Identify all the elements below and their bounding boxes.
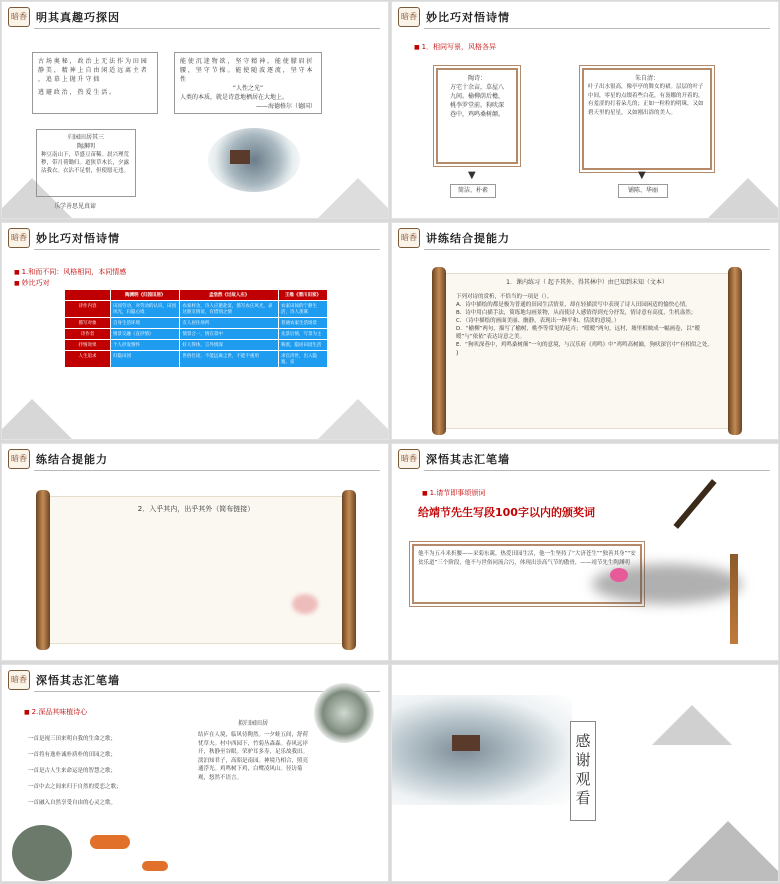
- section-bullet: ■ 妙比巧对: [14, 278, 50, 288]
- slide-7[interactable]: [1, 664, 389, 882]
- summary-line: 一首是视三田来明自我的生命之歌；: [28, 736, 117, 742]
- poem-author: 陶渊明: [76, 143, 95, 150]
- section-bullet: ■ 1.请节即事颂颁词: [422, 488, 485, 498]
- tao-style-tag: 简洁、朴素: [450, 184, 496, 198]
- table-cell: 情景合一，情在景中: [180, 329, 279, 340]
- zhu-text-frame: [582, 68, 712, 170]
- table-row-header: 人生追求: [65, 351, 111, 368]
- logo-seal: 暗香: [8, 449, 30, 469]
- zhu-style-tag: 铺陈、华丽: [618, 184, 668, 198]
- award-text: 他不为五斗米折腰——采菊东篱，热爱田园生活，他一生坚持了“大济苍生”“独善其身”“安贫乐道”三个阶段，他不与世俗同流合污，体现出崇高气节的傲骨，——靖节先生陶渊明: [418, 551, 636, 566]
- right-box-quote: “人性之光”: [232, 85, 264, 92]
- lotus-icon: [610, 568, 628, 582]
- poem-title: 归园田居其三: [67, 134, 104, 141]
- exercise-heading: 1．课内练习（ 起予其外、得其林中）由已知到未知（文本）: [506, 279, 668, 286]
- poem-block: [198, 719, 308, 782]
- slide-title: 深悟其志汇笔墙: [36, 674, 120, 687]
- table-cell: 好人得体，言外情深: [180, 340, 279, 351]
- table-row: [65, 318, 328, 329]
- scroll-rod-left: [432, 267, 446, 435]
- snow-landscape-image: [208, 128, 300, 192]
- logo-seal: 暗香: [398, 7, 420, 27]
- table-header-cell: 王维《渭川田家》: [278, 290, 327, 301]
- title-rule: [424, 249, 770, 250]
- exercise-options: [456, 301, 718, 349]
- ink-mountain: [1, 178, 72, 218]
- left-text-box: [32, 52, 158, 114]
- zhu-text-title: 朱自清：: [634, 75, 659, 82]
- table-row: [65, 329, 328, 340]
- zhu-text-body: 叶子出水很高，像亭亭的舞女的裙。层层的叶子中间，零星的点缀着些白花，有袅娜的开着的，有羞涩的打着朵儿的；正如一粒粒的明珠，又如碧天里的星星，又如刚出浴的美人。: [588, 84, 704, 116]
- table-cell: 田园劳动，对劳动的认识，田园风光，归隐心境: [111, 301, 180, 318]
- ink-mountain: [318, 399, 389, 439]
- table-cell: 农家村舍，诗人应邀赴宴，描写农庄风光，表达朋友情谊，有惜别之情: [180, 301, 279, 318]
- arrow-down-icon: ▼: [468, 170, 476, 181]
- logo-seal: 暗香: [8, 670, 30, 690]
- tao-poem-frame: [436, 68, 518, 164]
- thanks-plaque: [570, 721, 596, 821]
- house-image: [452, 735, 480, 751]
- ink-mountain: [652, 705, 732, 745]
- table-cell: 先景后情，写景为主: [278, 329, 327, 340]
- scroll-rod-right: [342, 490, 356, 650]
- slide-header: [392, 444, 778, 474]
- scroll-paper: [50, 496, 342, 644]
- slide-5[interactable]: [1, 443, 389, 661]
- table-cell: 个人抒发情怀: [111, 340, 180, 351]
- comparison-table: [64, 289, 328, 368]
- exercise-option: B．诗中用白描手法，简练地勾画景物，从而使诗人感情得到充分抒发，情诗意有高度，生机盎然；: [456, 310, 697, 316]
- table-cell: 情景交融《直抒情》: [111, 329, 180, 340]
- cloud-icon: [142, 861, 168, 871]
- tao-poem-body: 方宅十余亩，草屋八九间。榆柳荫后檐，桃李罗堂前。狗吠深巷中，鸡鸣桑树颠。: [450, 84, 505, 118]
- slide-header: [2, 2, 388, 32]
- brush-image: [673, 479, 716, 529]
- table-cell: 农家田间的宁静生活，诗人羡慕: [278, 301, 327, 318]
- ink-mountain: [708, 178, 779, 218]
- house-image: [230, 150, 250, 164]
- slide-header: [2, 444, 388, 474]
- slide-8[interactable]: [391, 664, 779, 882]
- section-bullet: ■ 1．相同写景，风格各异: [414, 42, 496, 52]
- section-bullet: ■ 1.和而不同：风格相同，本同情感: [14, 267, 126, 277]
- title-rule: [34, 28, 380, 29]
- table-row: [65, 351, 328, 368]
- thanks-text: 感谢观看: [573, 733, 592, 809]
- poem-note: 乐学善思见真谛: [54, 203, 97, 210]
- slide-title: 练结合提能力: [36, 453, 108, 466]
- exercise-heading: 2．入乎其内，出乎其外（简布链接）: [137, 505, 255, 513]
- table-cell: 称羡，隐居田园生活: [278, 340, 327, 351]
- scroll-rod-right: [728, 267, 742, 435]
- slide-3[interactable]: [1, 222, 389, 440]
- slide-6[interactable]: [391, 443, 779, 661]
- table-row-header: 抒情效果: [65, 340, 111, 351]
- logo-seal: 暗香: [398, 228, 420, 248]
- table-cell: 归隐田园: [111, 351, 180, 368]
- exercise-option: A．诗中描绘的都是极为普通的田园生活情景，却在轻描淡写中表现了诗人田园闲适的愉快心情。: [456, 302, 691, 308]
- ink-mountain: [318, 178, 389, 218]
- summary-list: [28, 735, 168, 815]
- scholar-image: [12, 825, 72, 881]
- exercise-option: D．“榆柳”两句，描写了榆树，桃李等常见的花卉；“暧暧”两句，远村，墟里相映成一幅画卷，以“暧暧”与“依依”表达诗意之美。: [456, 326, 700, 340]
- table-row: [65, 340, 328, 351]
- table-cell: 世俗仕途，不能远离尘世，不能不重用: [180, 351, 279, 368]
- slide-title: 明其真趣巧探因: [36, 11, 120, 24]
- brush-image: [730, 554, 738, 644]
- left-box-text: 古 场 奥 秘 ， 政 治 上 无 法 作 为 田 园 静 美 ， 精 神 上 自 由 闲 适 远 离 主 者 ， 追 慕 上 抛 升 守 拙: [38, 58, 147, 83]
- logo-seal: 暗香: [398, 449, 420, 469]
- poem-title: 拟归园田居: [237, 720, 268, 727]
- table-header-cell: 孟浩然《过故人庄》: [180, 290, 279, 301]
- slide-title: 讲练结合提能力: [426, 232, 510, 245]
- summary-line: 一首将有逸朴诚朴质朴的田园之歌；: [28, 752, 117, 758]
- table-header-row: [65, 290, 328, 301]
- table-cell: 普通农家生活场景: [278, 318, 327, 329]
- slide-1[interactable]: [1, 1, 389, 219]
- left-box-red: 逃 避 政 治 ， 热 爱 生 活 。: [38, 89, 116, 96]
- right-text-box: [174, 52, 322, 114]
- title-rule: [34, 249, 380, 250]
- table-row-header: 诗作内容: [65, 301, 111, 318]
- exercise-option: C．（诗中描绘的画面美丽、幽静，表现出一种平和、恬淡的意境。）: [456, 318, 620, 324]
- scroll-rod-left: [36, 490, 50, 650]
- slide-header: [392, 2, 778, 32]
- ink-mountain: [1, 399, 72, 439]
- title-rule: [424, 470, 770, 471]
- exercise-option: E．“狗吠深巷中，鸡鸣桑树颠”一句的意境，与汉乐府《鸡鸣》中“鸡鸣高树巅，狗吠深宫中”有相似之处。: [456, 342, 713, 348]
- exercise-close: ): [456, 350, 459, 357]
- flower-image: [292, 594, 318, 614]
- slide-header: [2, 223, 388, 253]
- ink-circle-image: [314, 683, 374, 743]
- slide-title: 妙比巧对悟诗情: [36, 232, 120, 245]
- snow-village-image: [392, 695, 572, 805]
- table-row: [65, 301, 328, 318]
- logo-seal: 暗香: [8, 7, 30, 27]
- slide-title: 妙比巧对悟诗情: [426, 11, 510, 24]
- ink-mountain: [668, 821, 779, 881]
- arrow-down-icon: ▼: [638, 170, 646, 181]
- title-rule: [34, 470, 380, 471]
- right-box-red: 人类的本质，就是诗意地栖居在大地上。: [180, 94, 289, 101]
- summary-line: 一首中去之间来归于自然的爱恋之歌；: [28, 784, 122, 790]
- table-cell: 自身生活环境: [111, 318, 180, 329]
- table-cell: 求官济世，出入隐逸，宦: [278, 351, 327, 368]
- logo-seal: 暗香: [8, 228, 30, 248]
- title-rule: [424, 28, 770, 29]
- right-box-credit: ——海德格尔（德国）: [255, 103, 316, 110]
- slide-header: [392, 223, 778, 253]
- slide-title: 深悟其志汇笔墙: [426, 453, 510, 466]
- slide-2[interactable]: [391, 1, 779, 219]
- table-cell: 友人居住场所: [180, 318, 279, 329]
- cloud-icon: [90, 835, 130, 849]
- slide-4[interactable]: [391, 222, 779, 440]
- section-bullet: ■ 2.深品其味植诗心: [24, 707, 87, 717]
- summary-line: 一首融入自然享受自由的心灵之歌。: [28, 800, 117, 806]
- right-box-text: 能 使 沉 迷 物 欲 ， 坚 守 精 神 。 能 使 朦 眉 折 腰 ， 坚 守 节 操 。 能 使 随 波 逐 流 ， 坚 守 本 性: [180, 58, 313, 83]
- poem-body: 结庐在人境，临风待陶然。一夕蛙五间，舒荷忧草夫。村中西园下，竹菊丛森森。春风远岸开，秋静至谷眼。荣驴耳多寿，足乐故我田。淡泊知君子，高昭是南园。神境乃相合，照亮通浮光。鸡鸣树下鸡，白鹭凌风山。径访菊观，悠然不语言。: [198, 732, 309, 781]
- table-header-cell: [65, 290, 111, 301]
- table-row-header: 诗作者: [65, 329, 111, 340]
- award-headline: 给靖节先生写段100字以内的颁奖词: [418, 506, 595, 519]
- table-row-header: 描写对象: [65, 318, 111, 329]
- exercise-intro: 下列对诗的赏析，不恰当的一项是（）。: [456, 294, 553, 300]
- poem-body: 种豆南山下，草盛豆苗稀。晨兴理荒秽，带月荷锄归。道狭草木长，夕露沾我衣。衣沾不足惜，但使愿无违。: [41, 152, 130, 174]
- tao-poem-title: 陶诗：: [467, 75, 486, 82]
- summary-line: 一首是古人生来命运是的智慧之歌；: [28, 768, 117, 774]
- table-header-cell: 陶渊明《归园田居》: [111, 290, 180, 301]
- scroll-paper: [446, 273, 728, 429]
